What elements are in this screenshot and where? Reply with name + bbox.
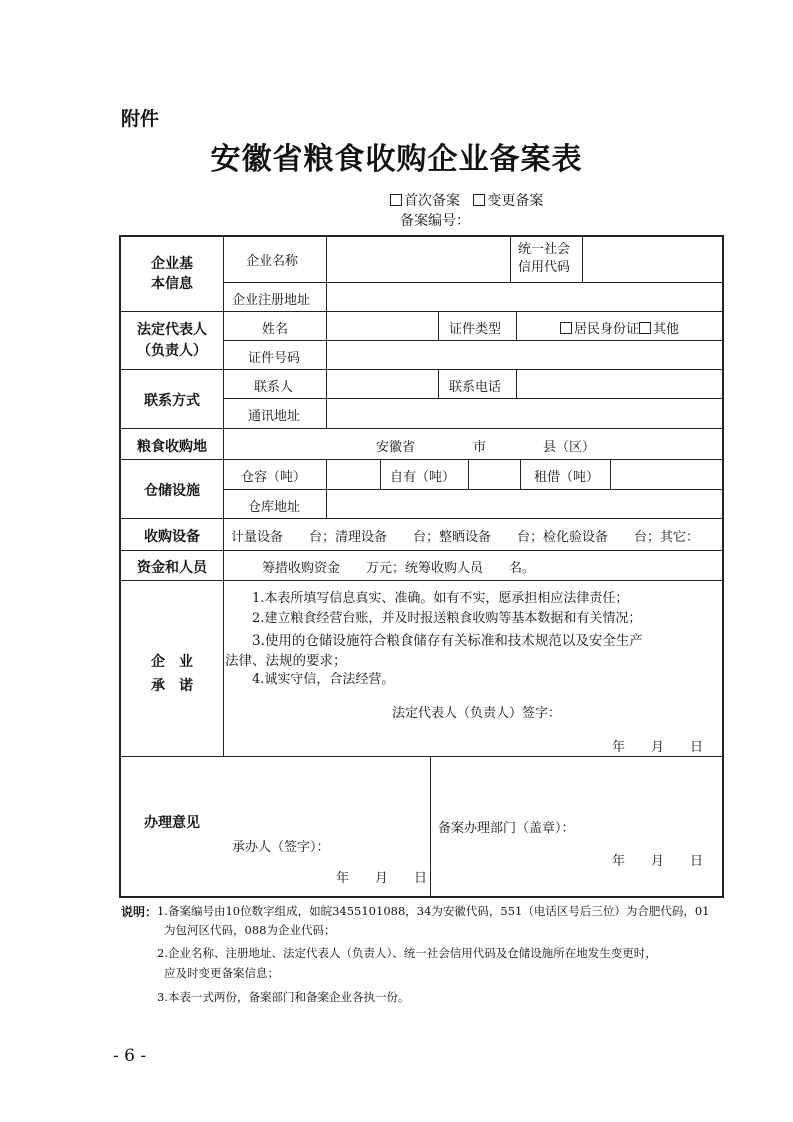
promise-item-3b: 法律、法规的要求；: [225, 653, 347, 669]
first-filing-label: 首次备案: [404, 193, 460, 209]
promise-date: 年 月 日: [612, 740, 704, 755]
filing-type-row: [390, 190, 543, 210]
section-legal-rep: 法定代表人 （负责人）: [137, 322, 207, 359]
page-number: - 6 -: [113, 1046, 147, 1066]
first-filing-checkbox[interactable]: [390, 194, 402, 206]
funds-text: 筹措收购资金 万元；统筹收购人员 名。: [262, 561, 536, 576]
resident-id-label: 居民身份证: [574, 322, 640, 337]
equipment-text: 计量设备 台；清理设备 台；整晒设备 台；检化验设备 台；其它：: [231, 530, 700, 545]
province-label: 安徽省: [376, 440, 416, 455]
note-1b: 为包河区代码，088为企业代码；: [164, 923, 336, 937]
section-opinion: 办理意见: [144, 815, 200, 831]
note-3: 3.本表一式两份，备案部门和备案企业各执一份。: [157, 990, 410, 1004]
id-type-label: 证件类型: [449, 322, 502, 337]
own-label: 自有（吨）: [390, 470, 456, 485]
section-basic-info: 企业基 本信息: [151, 256, 193, 292]
id-type-options: [560, 318, 679, 337]
promise-signature-label: 法定代表人（负责人）签字：: [392, 706, 562, 721]
registered-address-label: 企业注册地址: [232, 293, 311, 308]
department-seal-label: 备案办理部门（盖章）：: [438, 821, 575, 836]
capacity-field[interactable]: [327, 460, 380, 489]
change-filing-checkbox[interactable]: [473, 194, 485, 206]
change-filing-label: 变更备案: [487, 193, 544, 209]
own-field[interactable]: [469, 460, 520, 489]
section-promise: 企 业 承 诺: [151, 654, 193, 694]
contact-phone-field[interactable]: [517, 370, 722, 398]
contact-person-label: 联系人: [254, 380, 294, 395]
mailing-address-field[interactable]: [327, 399, 722, 428]
credit-code-label: 统一社会 信用代码: [518, 242, 571, 275]
lease-field[interactable]: [611, 460, 722, 489]
resident-id-checkbox[interactable]: [560, 322, 572, 334]
capacity-label: 仓容（吨）: [241, 470, 307, 485]
filing-number-label: 备案编号：: [400, 213, 470, 229]
section-funds: 资金和人员: [137, 560, 207, 576]
section-contact: 联系方式: [144, 393, 200, 409]
id-number-field[interactable]: [327, 341, 722, 369]
promise-item-4: 4.诚实守信，合法经营。: [252, 672, 395, 687]
legal-name-label: 姓名: [262, 322, 289, 337]
notes-label: 说明：: [121, 905, 158, 919]
promise-item-1: 1.本表所填写信息真实、准确。如有不实，愿承担相应法律责任；: [252, 591, 629, 606]
note-2a: 2.企业名称、注册地址、法定代表人（负责人）、统一社会信用代码及仓储设施所在地发生变更时，: [157, 946, 657, 960]
form-title: 安徽省粮食收购企业备案表: [210, 142, 583, 177]
note-2b: 应及时变更备案信息；: [164, 966, 279, 980]
credit-code-field[interactable]: [583, 236, 722, 282]
mailing-address-label: 通讯地址: [248, 409, 301, 424]
department-date: 年 月 日: [612, 854, 704, 869]
section-purchase-location: 粮食收购地: [137, 439, 207, 455]
registered-address-field[interactable]: [327, 283, 722, 311]
handler-date: 年 月 日: [336, 871, 428, 886]
id-number-label: 证件号码: [248, 351, 301, 366]
section-equipment: 收购设备: [144, 529, 200, 545]
handler-signature-label: 承办人（签字）：: [232, 840, 330, 855]
warehouse-address-label: 仓库地址: [248, 500, 301, 515]
attachment-label: 附件: [121, 108, 160, 130]
note-1a: 1.备案编号由10位数字组成，如皖3455101088，34为安徽代码，551（电话区号后三位）为合肥代码，01: [157, 904, 710, 918]
section-storage: 仓储设施: [144, 483, 200, 499]
promise-item-3a: 3.使用的仓储设施符合粮食储存有关标准和技术规范以及安全生产: [252, 633, 643, 649]
company-name-label: 企业名称: [246, 254, 299, 269]
contact-phone-label: 联系电话: [449, 380, 502, 395]
promise-item-2: 2.建立粮食经营台账，并及时报送粮食收购等基本数据和有关情况；: [252, 611, 642, 626]
county-label: 县（区）: [543, 440, 596, 455]
lease-label: 租借（吨）: [534, 470, 600, 485]
other-id-checkbox[interactable]: [639, 322, 651, 334]
legal-name-field[interactable]: [327, 312, 438, 340]
city-label: 市: [473, 440, 487, 455]
other-id-label: 其他: [653, 322, 680, 337]
company-name-field[interactable]: [327, 236, 510, 282]
warehouse-address-field[interactable]: [327, 490, 722, 518]
contact-person-field[interactable]: [327, 370, 438, 398]
